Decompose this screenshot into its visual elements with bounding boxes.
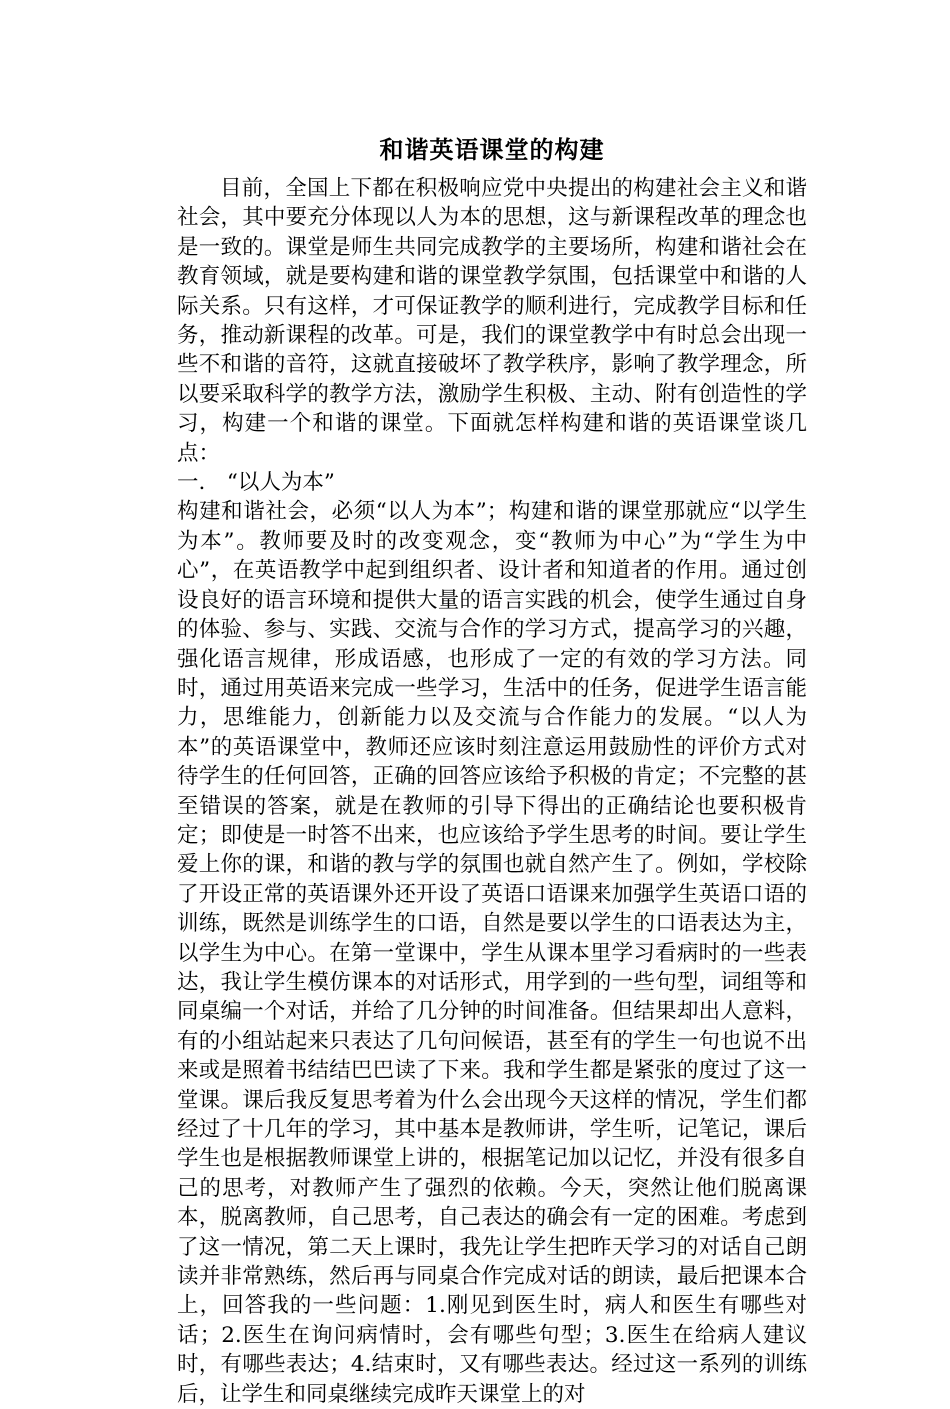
document-page (177, 130, 807, 1409)
intro-paragraph: 目前，全国上下都在积极响应党中央提出的构建社会主义和谐社会，其中要充分体现以人为本的思想，这与新课程改革的理念也是一致的。课堂是师生共同完成教学的主要场所，构建和谐社会在教育领域，就是要构建和谐的课堂教学氛围，包括课堂中和谐的人际关系。只有这样，才可保证教学的顺利进行，完成教学目标和任务，推动新课程的改革。可是，我们的课堂教学中有时总会出现一些不和谐的音符，这就直接破坏了教学秩序，影响了教学理念，所以要采取科学的教学方法，激励学生积极、主动、附有创造性的学习，构建一个和谐的课堂。下面就怎样构建和谐的英语课堂谈几点： (177, 176, 807, 466)
section-heading: 一. “以人为本” (177, 470, 335, 496)
document-title: 和谐英语课堂的构建 (379, 136, 605, 164)
body-paragraph: 构建和谐社会，必须“以人为本”；构建和谐的课堂那就应“以学生为本”。教师要及时的改变观念，变“教师为中心”为“学生为中心”，在英语教学中起到组织者、设计者和知道者的作用。通过创设良好的语言环境和提供大量的语言实践的机会，使学生通过自身的体验、参与、实践、交流与合作的学习方式，提高学习的兴趣，强化语言规律，形成语感，也形成了一定的有效的学习方法。同时，通过用英语来完成一些学习，生活中的任务，促进学生语言能力，思维能力，创新能力以及交流与合作能力的发展。“以人为本”的英语课堂中，教师还应该时刻注意运用鼓励性的评价方式对待学生的任何回答，正确的回答应该给予积极的肯定；不完整的甚至错误的答案，就是在教师的引导下得出的正确结论也要积极肯定；即使是一时答不出来，也应该给予学生思考的时间。要让学生爱上你的课，和谐的教与学的氛围也就自然产生了。例如，学校除了开设正常的英语课外还开设了英语口语课来加强学生英语口语的训练，既然是训练学生的口语，自然是要以学生的口语表达为主，以学生为中心。在第一堂课中，学生从课本里学习看病时的一些表达，我让学生模仿课本的对话形式，用学到的一些句型，词组等和同桌编一个对话，并给了几分钟的时间准备。但结果却出人意料，有的小组站起来只表达了几句问候语，甚至有的学生一句也说不出来或是照着书结结巴巴读了下来。我和学生都是紧张的度过了这一堂课。课后我反复思考着为什么会出现今天这样的情况，学生们都经过了十几年的学习，其中基本是教师讲，学生听，记笔记，课后学生也是根据教师课堂上讲的，根据笔记加以记忆，并没有很多自己的思考，对教师产生了强烈的依赖。今天，突然让他们脱离课本，脱离教师，自己思考，自己表达的确会有一定的困难。考虑到了这一情况，第二天上课时，我先让学生把昨天学习的对话自己朗读并非常熟练，然后再与同桌合作完成对话的朗读，最后把课本合上，回答我的一些问题：1.刚见到医生时，病人和医生有哪些对话；2.医生在询问病情时，会有哪些句型；3.医生在给病人建议时，有哪些表达；4.结束时，又有哪些表达。经过这一系列的训练后，让学生和同桌继续完成昨天课堂上的对 (177, 499, 807, 1407)
